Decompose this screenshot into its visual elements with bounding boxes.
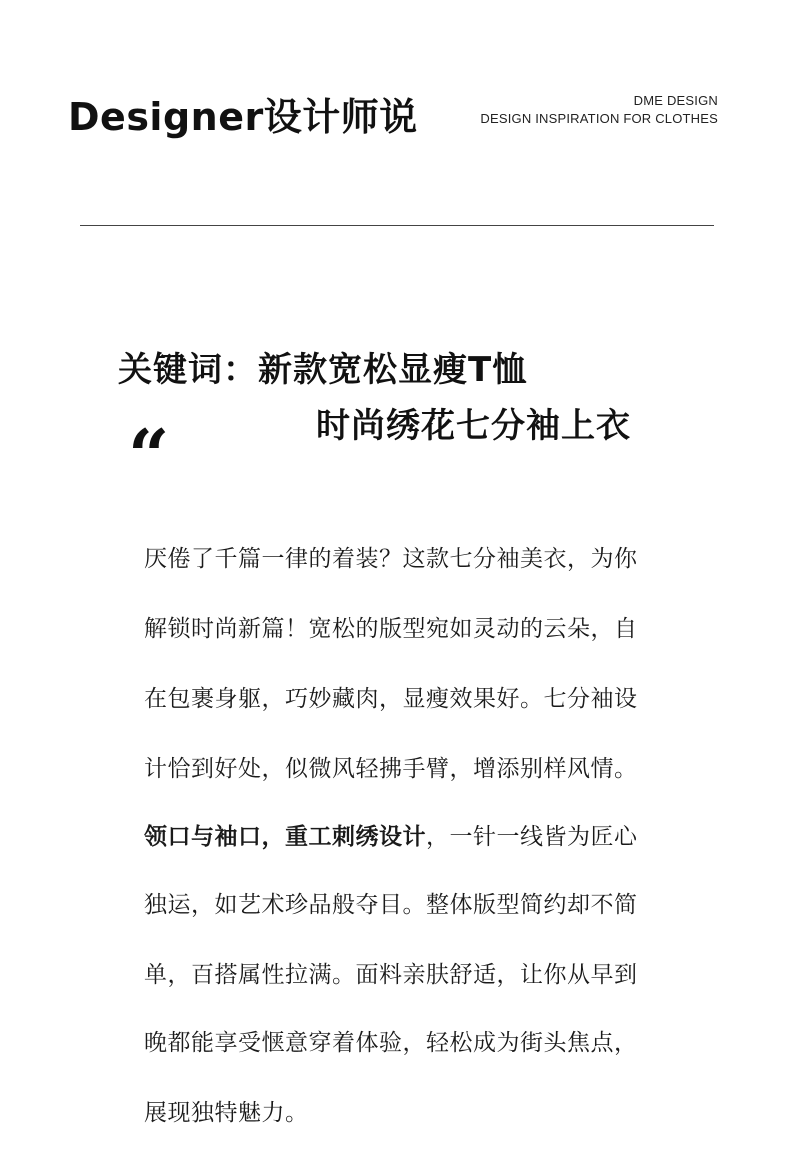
description-text: ，一针一线皆为匠心 [426, 824, 638, 850]
description-line: 解锁时尚新篇！宽松的版型宛如灵动的云朵，自 [144, 616, 638, 642]
brand-name: DME DESIGN [633, 93, 718, 108]
open-quote-icon: “ [128, 413, 170, 498]
brand-block [480, 92, 718, 128]
description-line: 在包裹身躯，巧妙藏肉，显瘦效果好。七分袖设 [144, 686, 638, 712]
keywords-line-2: 时尚绣花七分袖上衣 [316, 406, 631, 446]
brand-tagline: DESIGN INSPIRATION FOR CLOTHES [480, 111, 718, 126]
description-line: 厌倦了千篇一律的着装？这款七分袖美衣，为你 [144, 546, 638, 572]
description-line: 晚都能享受惬意穿着体验，轻松成为街头焦点， [144, 1030, 638, 1056]
header-divider [80, 225, 714, 226]
description-line: 展现独特魅力。 [144, 1100, 309, 1126]
page-title: Designer设计师说 [68, 95, 418, 139]
description-line: 单，百搭属性拉满。面料亲肤舒适，让你从早到 [144, 962, 638, 988]
keywords-line-1: 关键词：新款宽松显瘦T恤 [118, 350, 528, 390]
description-line [144, 818, 638, 851]
highlight-text: 领口与袖口，重工刺绣设计 [144, 824, 426, 850]
description-line: 独运，如艺术珍品般夺目。整体版型简约却不简 [144, 892, 638, 918]
description-line: 计恰到好处，似微风轻拂手臂，增添别样风情。 [144, 756, 638, 782]
